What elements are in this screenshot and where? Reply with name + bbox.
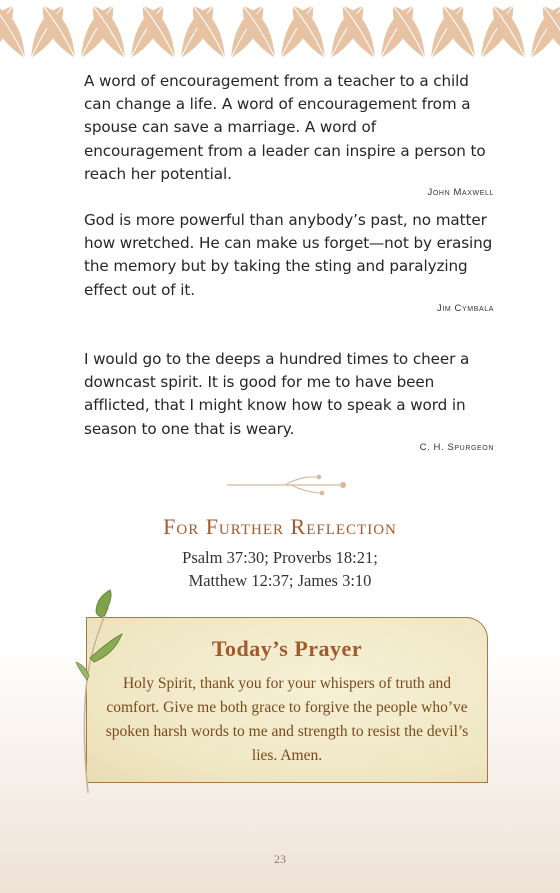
- quote-author: C. H. Spurgeon: [419, 441, 494, 453]
- prayer-box: [86, 617, 488, 783]
- quote-block: [84, 348, 494, 453]
- quote-author: John Maxwell: [427, 187, 494, 199]
- green-leaf-sprig-icon: [70, 588, 130, 798]
- reflection-references: [0, 546, 560, 592]
- quote-text: A word of encouragement from a teacher to a child can change a life. A word of encouragement from a spouse can save a marriage. A word of encouragement from a leader can inspire a person to reach her potential.: [84, 72, 486, 183]
- quote-block: [84, 209, 494, 314]
- leaf-border-decoration: [0, 0, 560, 62]
- quote-text: God is more powerful than anybody’s past, no matter how wretched. He can make us forget—not by erasing the memory but by taking the sting and paralyzing effect out of it.: [84, 211, 493, 299]
- reflection-heading: For Further Reflection: [163, 514, 397, 539]
- quote-block: [84, 70, 494, 198]
- prayer-title: Today’s Prayer: [211, 636, 363, 661]
- quote-author: Jim Cymbala: [436, 302, 494, 314]
- quote-text: I would go to the deeps a hundred times to cheer a downcast spirit. It is good for me to have been afflicted, that I might know how to speak a word in season to one that is weary.: [84, 350, 470, 438]
- page-number: 23: [274, 852, 286, 866]
- prayer-text: Holy Spirit, thank you for your whispers of truth and comfort. Give me both grace to forgive the people who’ve spoken harsh words to me and strength to resist the devil’s lies. Amen.: [105, 675, 469, 764]
- reflection-refs-line: Matthew 12:37; James 3:10: [188, 571, 372, 590]
- reflection-refs-line: Psalm 37:30; Proverbs 18:21;: [182, 548, 378, 567]
- sprig-divider-ornament: [225, 474, 350, 496]
